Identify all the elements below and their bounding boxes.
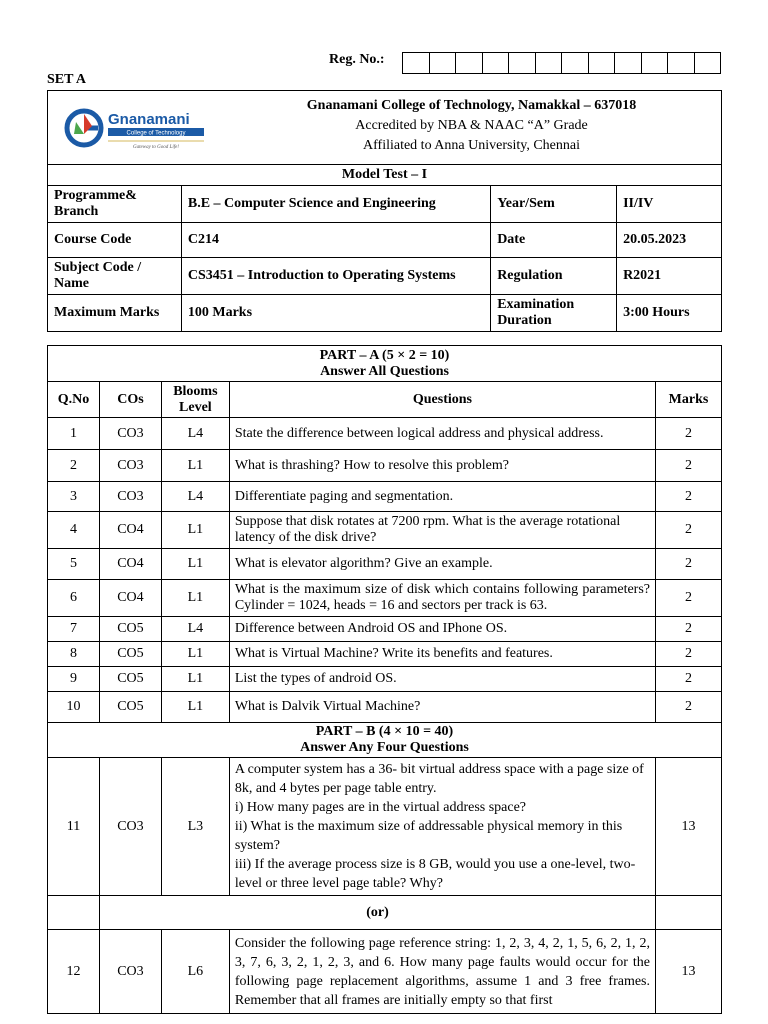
q-level: L1: [161, 549, 229, 580]
q-level: L1: [161, 450, 229, 482]
reg-digit-box[interactable]: [641, 52, 669, 74]
q11-line: A computer system has a 36- bit virtual address space with a page size of 8k, and 4 bytes per page table entry.: [234, 762, 644, 796]
q-co: CO4: [99, 549, 161, 580]
q-marks: 2: [656, 512, 722, 549]
q-co: CO3: [99, 758, 161, 896]
q-co: CO5: [99, 692, 161, 723]
q-level: L3: [161, 758, 229, 896]
questions-table: [47, 345, 722, 1014]
col-header-cos: COs: [99, 382, 161, 418]
college-accreditation: Accredited by NBA & NAAC “A” Grade: [355, 117, 588, 133]
q-marks: 13: [656, 758, 722, 896]
q-co: CO5: [99, 642, 161, 667]
q-no: 3: [48, 482, 100, 512]
q-no: 10: [48, 692, 100, 723]
duration-value: 3:00 Hours: [617, 295, 722, 332]
reg-digit-box[interactable]: [482, 52, 510, 74]
q-marks: 2: [656, 617, 722, 642]
col-header-questions: Questions: [229, 382, 655, 418]
table-row: [48, 512, 722, 549]
q-co: CO3: [99, 450, 161, 482]
q-text: Consider the following page reference string: 1, 2, 3, 4, 2, 1, 5, 6, 2, 1, 2, 3, 7, 6, 3, 2, 1, 2, 3, and 6. How many page faults would occur for the following page replacement algorithms, assume 1 and 3 free frames. Remember that all frames are initially empty so that first: [229, 930, 655, 1014]
q-no: 9: [48, 667, 100, 692]
q-no: 1: [48, 418, 100, 450]
reg-digit-box[interactable]: [614, 52, 642, 74]
part-a-title: PART – A (5 × 2 = 10): [319, 347, 450, 363]
q-text: Differentiate paging and segmentation.: [229, 482, 655, 512]
course-code-value: C214: [181, 223, 490, 258]
set-label: SET A: [47, 72, 87, 87]
q-marks: 2: [656, 418, 722, 450]
table-row: [48, 580, 722, 617]
table-row: [48, 482, 722, 512]
duration-label: Examination Duration: [491, 295, 617, 332]
table-row: [48, 930, 722, 1014]
q-text: State the difference between logical address and physical address.: [229, 418, 655, 450]
q-co: CO5: [99, 667, 161, 692]
q-marks: 2: [656, 642, 722, 667]
max-marks-value: 100 Marks: [181, 295, 490, 332]
q-level: L1: [161, 642, 229, 667]
logo-tagline: Gateway to Good Life!: [133, 144, 179, 150]
q-level: L1: [161, 580, 229, 617]
reg-digit-box[interactable]: [694, 52, 722, 74]
logo-mark-icon: [62, 104, 212, 152]
college-logo: [48, 94, 282, 162]
q-level: L1: [161, 512, 229, 549]
q-marks: 2: [656, 450, 722, 482]
q-no: 11: [48, 758, 100, 896]
reg-digit-box[interactable]: [588, 52, 616, 74]
q-marks: 2: [656, 482, 722, 512]
q-text: What is Dalvik Virtual Machine?: [229, 692, 655, 723]
table-row: [48, 667, 722, 692]
reg-digit-box[interactable]: [535, 52, 563, 74]
q-no: 8: [48, 642, 100, 667]
q-marks: 2: [656, 580, 722, 617]
college-name: Gnanamani College of Technology, Namakkal – 637018: [306, 97, 637, 113]
table-row: [48, 418, 722, 450]
q-text: What is Virtual Machine? Write its benefits and features.: [229, 642, 655, 667]
q-co: CO3: [99, 482, 161, 512]
q-text: [229, 758, 655, 896]
part-b-instruction: Answer Any Four Questions: [300, 740, 469, 755]
q-text: What is elevator algorithm? Give an example.: [229, 549, 655, 580]
table-row: [48, 617, 722, 642]
q-co: CO4: [99, 512, 161, 549]
q-no: 4: [48, 512, 100, 549]
q-level: L6: [161, 930, 229, 1014]
q11-line: iii) If the average process size is 8 GB, would you use a one-level, two-level or three level page table? Why?: [234, 857, 636, 891]
q-text: Suppose that disk rotates at 7200 rpm. What is the average rotational latency of the disk drive?: [229, 512, 655, 549]
college-affiliation: Affiliated to Anna University, Chennai: [363, 137, 580, 153]
programme-value: B.E – Computer Science and Engineering: [181, 186, 490, 223]
q-text: Difference between Android OS and IPhone OS.: [229, 617, 655, 642]
yearsem-value: II/IV: [617, 186, 722, 223]
q-marks: 2: [656, 667, 722, 692]
col-header-blooms: Blooms Level: [161, 382, 229, 418]
max-marks-label: Maximum Marks: [48, 295, 182, 332]
q-no: 2: [48, 450, 100, 482]
reg-digit-box[interactable]: [667, 52, 695, 74]
logo-word: Gnanamani: [108, 110, 190, 128]
q-level: L4: [161, 617, 229, 642]
reg-digit-box[interactable]: [561, 52, 589, 74]
date-label: Date: [491, 223, 617, 258]
q-text: List the types of android OS.: [229, 667, 655, 692]
regulation-value: R2021: [617, 258, 722, 295]
q-co: CO5: [99, 617, 161, 642]
q-text: What is thrashing? How to resolve this problem?: [229, 450, 655, 482]
test-title: Model Test – I: [48, 165, 722, 186]
q-no: 12: [48, 930, 100, 1014]
reg-digit-box[interactable]: [429, 52, 457, 74]
reg-digit-box[interactable]: [455, 52, 483, 74]
q-level: L4: [161, 482, 229, 512]
reg-no-boxes: [403, 52, 721, 74]
q-marks: 13: [656, 930, 722, 1014]
table-row: [48, 450, 722, 482]
q11-line: i) How many pages are in the virtual address space?: [234, 800, 527, 815]
subject-value: CS3451 – Introduction to Operating Systems: [181, 258, 490, 295]
part-b-title: PART – B (4 × 10 = 40): [315, 724, 454, 739]
date-value: 20.05.2023: [617, 223, 722, 258]
q-no: 7: [48, 617, 100, 642]
q-level: L4: [161, 418, 229, 450]
subject-label: Subject Code / Name: [48, 258, 182, 295]
q-co: CO4: [99, 580, 161, 617]
col-header-marks: Marks: [656, 382, 722, 418]
regulation-label: Regulation: [491, 258, 617, 295]
q-marks: 2: [656, 549, 722, 580]
table-row: [48, 549, 722, 580]
q-co: CO3: [99, 418, 161, 450]
table-row: [48, 642, 722, 667]
programme-label: Programme& Branch: [48, 186, 182, 223]
header-table: [47, 90, 722, 332]
logo-subtitle: College of Technology: [126, 130, 186, 136]
table-row: [48, 692, 722, 723]
table-row: [48, 758, 722, 896]
col-header-qno: Q.No: [48, 382, 100, 418]
reg-digit-box[interactable]: [402, 52, 430, 74]
part-a-instruction: Answer All Questions: [320, 363, 449, 379]
q-co: CO3: [99, 930, 161, 1014]
course-code-label: Course Code: [48, 223, 182, 258]
or-separator: (or): [99, 896, 655, 930]
q-level: L1: [161, 667, 229, 692]
q-text: What is the maximum size of disk which contains following parameters? Cylinder = 1024, heads = 16 and sectors per track is 63.: [229, 580, 655, 617]
yearsem-label: Year/Sem: [491, 186, 617, 223]
reg-digit-box[interactable]: [508, 52, 536, 74]
reg-no-label: Reg. No.:: [329, 52, 385, 67]
q11-line: ii) What is the maximum size of addressable physical memory in this system?: [234, 819, 623, 853]
q-marks: 2: [656, 692, 722, 723]
q-no: 5: [48, 549, 100, 580]
q-level: L1: [161, 692, 229, 723]
q-no: 6: [48, 580, 100, 617]
